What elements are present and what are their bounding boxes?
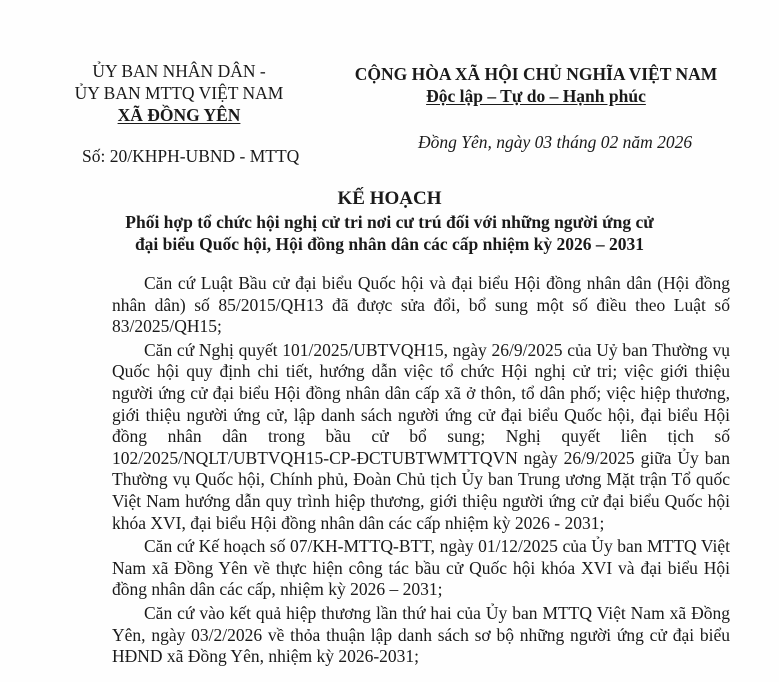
org-name-text: XÃ ĐỒNG YÊN [117,105,241,125]
motto [330,85,742,107]
body-paragraph-1: Căn cứ Luật Bầu cử đại biểu Quốc hội và đại biểu Hội đồng nhân dân (Hội đồng nhân dân) số 85/2015/QH13 đã được sửa đổi, bổ sung một số điều theo Luật số 83/2025/QH15; [112,273,730,337]
motto-text: Độc lập – Tự do – Hạnh phúc [426,86,646,106]
org-name [58,104,300,126]
nation-title: CỘNG HÒA XÃ HỘI CHỦ NGHĨA VIỆT NAM [354,64,718,84]
body-paragraph-3: Căn cứ Kế hoạch số 07/KH-MTTQ-BTT, ngày 01/12/2025 của Ủy ban MTTQ Việt Nam xã Đồng Yên về thực hiện công tác bầu cử Quốc hội khóa XVI và đại biểu Hội đồng nhân dân các cấp, nhiệm kỳ 2026 – 2031; [112,536,730,600]
place-date: Đồng Yên, ngày 03 tháng 02 năm 2026 [418,132,693,152]
document-subtitle-line-2: đại biểu Quốc hội, Hội đồng nhân dân các cấp nhiệm kỳ 2026 – 2031 [134,234,645,254]
org-line-2: ỦY BAN MTTQ VIỆT NAM [74,83,284,103]
body-paragraph-4: Căn cứ vào kết quả hiệp thương lần thứ hai của Ủy ban MTTQ Việt Nam xã Đồng Yên, ngày 03/2/2026 về thỏa thuận lập danh sách sơ bộ những người ứng cử đại biểu HĐND xã Đồng Yên, nhiệm kỳ 2026-2031; [112,602,730,667]
body-paragraph-2: Căn cứ Nghị quyết 101/2025/UBTVQH15, ngày 26/9/2025 của Uỷ ban Thường vụ Quốc hội quy định chi tiết, hướng dẫn việc tổ chức Hội nghị cử tri; việc giới thiệu người ứng cử đại biểu Hội đồng nhân dân cấp xã ở thôn, tổ dân phố; việc hiệp thương, giới thiệu người ứng cử, lập danh sách người ứng cử đại biểu Quốc hội, đại biểu Hội đồng nhân dân trong bầu cử bổ sung; Nghị quyết liên tịch số 102/2025/NQLT/UBTVQH15-CP-ĐCTUBTWMTTQVN ngày 26/9/2025 giữa Ủy ban Thường vụ Quốc hội, Chính phủ, Đoàn Chủ tịch Ủy ban Trung ương Mặt trận Tổ quốc Việt Nam hướng dẫn quy trình hiệp thương, giới thiệu người ứng cử đại biểu Quốc hội khóa XVI, đại biểu Hội đồng nhân dân các cấp nhiệm kỳ 2026 - 2031; [112,339,730,533]
document-number: Số: 20/KHPH-UBND - MTTQ [82,146,300,166]
document-body [112,273,730,670]
document-title: KẾ HOẠCH [337,188,442,209]
document-subtitle-line-1: Phối hợp tổ chức hội nghị cử tri nơi cư trú đối với những người ứng cử [125,212,654,232]
org-line-1: ỦY BAN NHÂN DÂN - [92,61,266,81]
